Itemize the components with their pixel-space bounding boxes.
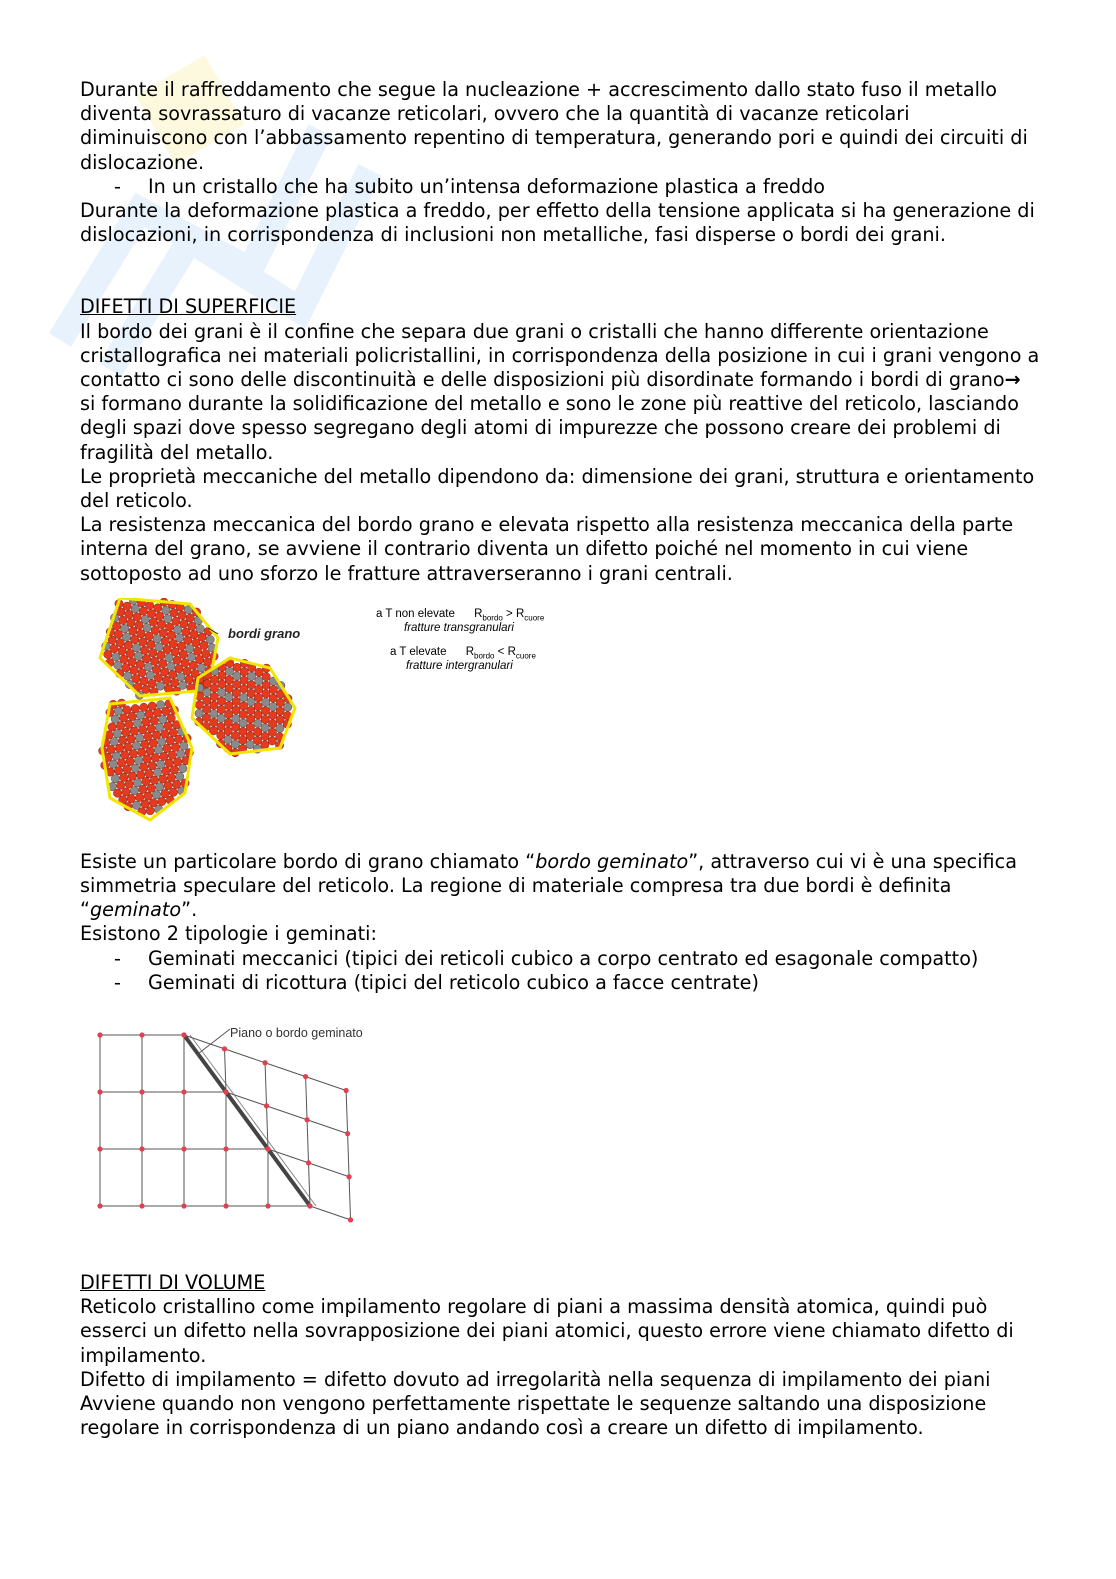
atom — [276, 715, 284, 723]
atom — [144, 792, 152, 800]
atom — [113, 729, 121, 737]
atom — [177, 750, 185, 758]
atom — [261, 724, 269, 732]
lattice-node — [307, 1203, 312, 1208]
atom — [254, 693, 262, 701]
atom — [147, 609, 155, 617]
atom — [261, 715, 269, 723]
atom — [141, 740, 149, 748]
atom — [184, 636, 192, 644]
atom — [171, 648, 179, 656]
surface-paragraph-3: La resistenza meccanica del bordo grano e elevata rispetto alla resistenza meccanica della parte interna del grano, se avviene il contrario diventa un difetto poiché nel momento in cui viene sottoposto ad uno sforzo le fratture attraverseranno i grani centrali. — [80, 513, 1014, 585]
atom — [176, 772, 184, 780]
atom — [112, 752, 120, 760]
atom — [284, 703, 292, 711]
atom — [174, 735, 182, 743]
atom — [239, 702, 247, 710]
atom — [125, 780, 133, 788]
atom — [225, 684, 233, 692]
atom — [233, 663, 241, 671]
twin-bullet-list — [80, 947, 1040, 995]
atom — [255, 668, 263, 676]
atom — [255, 676, 263, 684]
atom — [268, 719, 276, 727]
heading-surface-defects: DIFETTI DI SUPERFICIE — [80, 295, 297, 319]
atom — [268, 728, 276, 736]
atom — [151, 753, 159, 761]
atom — [164, 722, 172, 730]
atom — [225, 667, 233, 675]
atom — [231, 740, 239, 748]
atom — [246, 740, 254, 748]
atom — [118, 758, 126, 766]
atom — [159, 659, 167, 667]
lattice-edge — [225, 1049, 266, 1063]
atom — [155, 612, 163, 620]
lattice-node — [264, 1103, 269, 1108]
atom — [269, 694, 277, 702]
lattice-node — [97, 1146, 102, 1151]
fracture-legend — [376, 608, 606, 688]
atom — [203, 679, 211, 687]
atom — [139, 607, 147, 615]
atom — [127, 735, 135, 743]
lattice-edge — [306, 1077, 347, 1091]
atom — [247, 681, 255, 689]
atom — [168, 751, 176, 759]
atom — [131, 764, 139, 772]
atom — [247, 698, 255, 706]
atom — [137, 629, 145, 637]
atom — [183, 667, 191, 675]
atom — [126, 649, 134, 657]
atom — [203, 688, 211, 696]
twin-lattice-illustration — [80, 1019, 410, 1247]
atom — [232, 689, 240, 697]
lattice-edge — [348, 1134, 349, 1177]
atom — [253, 736, 261, 744]
atom — [125, 720, 133, 728]
atom — [224, 727, 232, 735]
lattice-edge — [307, 1120, 308, 1163]
atom — [150, 776, 158, 784]
atom — [170, 678, 178, 686]
atom — [114, 707, 122, 715]
term-bordo-geminato: bordo geminato — [535, 849, 689, 873]
intro-paragraph-2: Durante la deformazione plastica a freddo, per effetto della tensione applicata si ha generazione di dislocazioni, in corrispondenza di inclusioni non metalliche, fasi disperse o bordi dei grani. — [80, 199, 1035, 247]
atom — [210, 692, 218, 700]
atom — [155, 643, 163, 651]
twin-paragraph-1: Esiste un particolare bordo di grano chiamato “bordo geminato”, attraverso cui vi è una specifica simmetria speculare del reticolo. La regione di materiale compresa tra due bordi è definita “geminato”. — [80, 849, 1017, 922]
lattice-node — [181, 1146, 186, 1151]
atom — [162, 707, 170, 715]
atom — [246, 723, 254, 731]
atom — [204, 658, 212, 666]
lattice-edge — [267, 1106, 308, 1120]
atom — [240, 693, 248, 701]
atom — [166, 736, 174, 744]
atom — [175, 634, 183, 642]
atom — [172, 617, 180, 625]
lattice-node — [97, 1089, 102, 1094]
atom — [164, 614, 172, 622]
volume-paragraph-2: Difetto di impilamento = difetto dovuto ad irregolarità nella sequenza di impilamento dei piani — [80, 1367, 991, 1391]
atom — [239, 727, 247, 735]
surface-p1-text: Il bordo dei grani è il confine che separa due grani o cristalli che hanno differente orientazione cristallografica nei materiali policristallini, in corrispondenza della posizione in cui i grani vengono a contatto ci sono delle discontinuità e delle disposizioni più disordinate formando i bordi di grano — [80, 319, 1040, 392]
atom — [151, 626, 159, 634]
figure-grain-boundaries — [80, 598, 1040, 826]
atom — [136, 711, 144, 719]
lattice-node — [181, 1089, 186, 1094]
lattice-edge — [309, 1163, 350, 1177]
atom — [210, 709, 218, 717]
document-page — [80, 78, 1040, 1441]
atom — [149, 739, 157, 747]
atom — [240, 668, 248, 676]
atom — [138, 748, 146, 756]
lattice-node — [223, 1089, 228, 1094]
atom — [130, 635, 138, 643]
lattice-node — [97, 1203, 102, 1208]
atom — [268, 737, 276, 745]
atom — [143, 755, 151, 763]
lattice-node — [181, 1032, 186, 1037]
atom — [232, 723, 240, 731]
lattice-node — [265, 1203, 270, 1208]
atom — [210, 718, 218, 726]
lattice-node — [139, 1032, 144, 1037]
atom — [232, 706, 240, 714]
atom — [163, 744, 171, 752]
atom — [239, 710, 247, 718]
atom — [129, 749, 137, 757]
lattice-edge — [349, 1177, 350, 1220]
atom — [123, 602, 131, 610]
lattice-node — [139, 1203, 144, 1208]
atom — [180, 742, 188, 750]
atom — [142, 654, 150, 662]
atom — [130, 786, 138, 794]
lattice-node — [262, 1060, 267, 1065]
atom — [167, 714, 175, 722]
atom — [187, 653, 195, 661]
atom — [154, 745, 162, 753]
atom — [114, 661, 122, 669]
atom — [262, 689, 270, 697]
atom — [232, 697, 240, 705]
atom — [232, 680, 240, 688]
lattice-node — [139, 1089, 144, 1094]
atom — [269, 702, 277, 710]
atom — [127, 618, 135, 626]
atom — [132, 674, 140, 682]
grains-illustration — [80, 598, 370, 826]
atom — [179, 681, 187, 689]
lattice-edge — [265, 1063, 306, 1077]
atom — [239, 736, 247, 744]
atom — [224, 710, 232, 718]
atom — [110, 644, 118, 652]
atom — [135, 621, 143, 629]
atom — [247, 689, 255, 697]
atom — [146, 806, 154, 814]
lattice-node — [223, 1146, 228, 1151]
lattice-node — [306, 1160, 311, 1165]
surface-p1-text-continued: si formano durante la solidificazione del metallo e sono le zone più reattive del reticolo, lasciando degli spazi dove spesso segregano degli atomi di impurezze che possono creare dei problemi di fragilità del metallo. — [80, 392, 1019, 464]
atom — [247, 672, 255, 680]
atom — [210, 675, 218, 683]
atom — [143, 623, 151, 631]
atom — [142, 718, 150, 726]
arrow-icon: → — [1004, 368, 1021, 392]
lattice-edge — [309, 1163, 310, 1206]
atom — [217, 705, 225, 713]
atom — [155, 723, 163, 731]
atom — [262, 698, 270, 706]
atom — [152, 790, 160, 798]
atom — [142, 777, 150, 785]
lattice-edge — [267, 1106, 268, 1149]
atom — [139, 785, 147, 793]
atom — [254, 702, 262, 710]
atom — [210, 684, 218, 692]
atom — [114, 630, 122, 638]
atom — [276, 698, 284, 706]
atom — [154, 673, 162, 681]
atom — [139, 725, 147, 733]
atom — [179, 764, 187, 772]
surface-paragraph-1 — [80, 320, 1040, 465]
atom — [262, 681, 270, 689]
atom — [254, 711, 262, 719]
legend-transgranular: fratture transgranulari — [404, 621, 514, 634]
atom — [150, 657, 158, 665]
intro-bullet-list — [80, 175, 1040, 199]
atom — [179, 650, 187, 658]
surface-paragraph-2: Le proprietà meccaniche del metallo dipendono da: dimensione dei grani, struttura e orientamento del reticolo. — [80, 464, 1035, 513]
twin-bullet-1: - Geminati meccanici (tipici dei reticoli cubico a corpo centrato ed esagonale compatto) — [148, 947, 1040, 971]
atom — [122, 633, 130, 641]
atom — [246, 732, 254, 740]
lattice-node — [139, 1146, 144, 1151]
atom — [218, 671, 226, 679]
atom — [178, 611, 186, 619]
atom — [138, 668, 146, 676]
volume-paragraph-1: Reticolo cristallino come impilamento regolare di piani a massima densità atomica, quindi può esserci un difetto nella sovrapposizione dei piani atomici, questo errore viene chiamato difetto di impilamento. — [80, 1295, 1014, 1367]
twin-bullet-2: - Geminati di ricottura (tipici del reticolo cubico a facce centrate) — [148, 971, 1040, 995]
atom — [167, 631, 175, 639]
atom — [117, 781, 125, 789]
atom — [163, 645, 171, 653]
atom — [254, 719, 262, 727]
atom — [195, 709, 203, 717]
atom — [158, 797, 166, 805]
lattice-edge — [346, 1091, 347, 1134]
atom — [240, 676, 248, 684]
atom — [173, 656, 181, 664]
atom — [217, 722, 225, 730]
atom — [224, 718, 232, 726]
atom — [140, 763, 148, 771]
lattice-edge — [310, 1206, 351, 1220]
atom — [134, 652, 142, 660]
atom — [203, 696, 211, 704]
atom — [276, 707, 284, 715]
atom — [246, 715, 254, 723]
atom — [139, 638, 147, 646]
atom — [225, 693, 233, 701]
lattice-node — [345, 1131, 350, 1136]
lattice-node — [348, 1217, 353, 1222]
atom — [240, 685, 248, 693]
atom — [247, 706, 255, 714]
atom — [195, 655, 203, 663]
volume-paragraph-3: Avviene quando non vengono perfettamente rispettate le sequenze saltando una disposizione regolare in corrispondenza di un piano andando così a creare un difetto di impilamento. — [80, 1392, 987, 1440]
twin-plane-line — [184, 1035, 310, 1206]
atom — [128, 712, 136, 720]
atom — [156, 783, 164, 791]
lattice-node — [97, 1032, 102, 1037]
atom — [195, 701, 203, 709]
atom — [175, 664, 183, 672]
atom — [180, 619, 188, 627]
lattice-edge — [307, 1120, 348, 1134]
lattice-node — [222, 1046, 227, 1051]
atom — [162, 676, 170, 684]
atom — [231, 731, 239, 739]
atom — [153, 768, 161, 776]
lattice-node — [265, 1146, 270, 1151]
atom — [217, 697, 225, 705]
atom — [200, 641, 208, 649]
atom — [196, 624, 204, 632]
atom — [269, 685, 277, 693]
lattice-edge — [265, 1063, 266, 1106]
atom — [142, 685, 150, 693]
atom — [225, 676, 233, 684]
twin-paragraph-2: Esistono 2 tipologie i geminati: — [80, 922, 377, 946]
atom — [224, 735, 232, 743]
atom — [202, 705, 210, 713]
atom — [276, 724, 284, 732]
lattice-node — [344, 1088, 349, 1093]
lattice-edge — [225, 1049, 226, 1092]
atom — [188, 622, 196, 630]
heading-volume-defects: DIFETTI DI VOLUME — [80, 1271, 266, 1295]
legend-intergranular: fratture intergranulari — [406, 659, 513, 672]
atom — [116, 721, 124, 729]
atom — [269, 711, 277, 719]
atom — [210, 701, 218, 709]
atom — [153, 708, 161, 716]
atom — [169, 788, 177, 796]
intro-paragraph-1: Durante il raffreddamento che segue la nucleazione + accrescimento dallo stato fuso il metallo diventa sovrassaturo di vacanze reticolari, ovvero che la quantità di vacanze reticolari diminuiscono con l’abbassamento repentino di temperatura, generando pori e quindi dei circuiti di dislocazione. — [80, 78, 1028, 174]
atom — [147, 640, 155, 648]
atom — [225, 701, 233, 709]
atom — [159, 629, 167, 637]
atom — [192, 639, 200, 647]
atom — [217, 714, 225, 722]
twin-plane-line-edge — [190, 1035, 316, 1206]
atom — [233, 672, 241, 680]
atom — [150, 716, 158, 724]
atom — [261, 706, 269, 714]
atom — [167, 662, 175, 670]
atom — [218, 680, 226, 688]
atom — [262, 672, 270, 680]
term-geminato: geminato — [89, 898, 182, 922]
bordi-grano-label: bordi grano — [228, 625, 301, 641]
atom — [122, 663, 130, 671]
atom — [114, 766, 122, 774]
figure-twin-boundary — [80, 1019, 1040, 1247]
lattice-node — [181, 1203, 186, 1208]
atom — [146, 671, 154, 679]
atom — [131, 604, 139, 612]
atom — [261, 741, 269, 749]
atom — [232, 714, 240, 722]
lattice-node — [223, 1203, 228, 1208]
atom — [113, 789, 121, 797]
atom — [261, 732, 269, 740]
legend-row-low-temp: a T non elevate $R_{bordo} > R_{cuore}$ — [376, 607, 545, 623]
atom — [130, 666, 138, 674]
atom — [119, 616, 127, 624]
lattice-edge — [306, 1077, 307, 1120]
atom — [127, 794, 135, 802]
atom — [217, 731, 225, 739]
lattice-node — [304, 1117, 309, 1122]
atom — [118, 647, 126, 655]
atom — [162, 767, 170, 775]
atom — [239, 719, 247, 727]
atom — [126, 757, 134, 765]
atom — [202, 713, 210, 721]
lattice-node — [303, 1074, 308, 1079]
atom — [254, 728, 262, 736]
lattice-node — [346, 1174, 351, 1179]
legend-row-high-temp: a T elevate $R_{bordo} < R_{cuore}$ — [390, 645, 536, 661]
intro-bullet: - In un cristallo che ha subito un’intensa deformazione plastica a freddo — [148, 175, 1040, 199]
atom — [254, 685, 262, 693]
atom — [218, 688, 226, 696]
atom — [119, 736, 127, 744]
atom — [130, 727, 138, 735]
atom — [167, 773, 175, 781]
twin-caption: Piano o bordo geminato — [230, 1026, 363, 1041]
atom — [164, 781, 172, 789]
